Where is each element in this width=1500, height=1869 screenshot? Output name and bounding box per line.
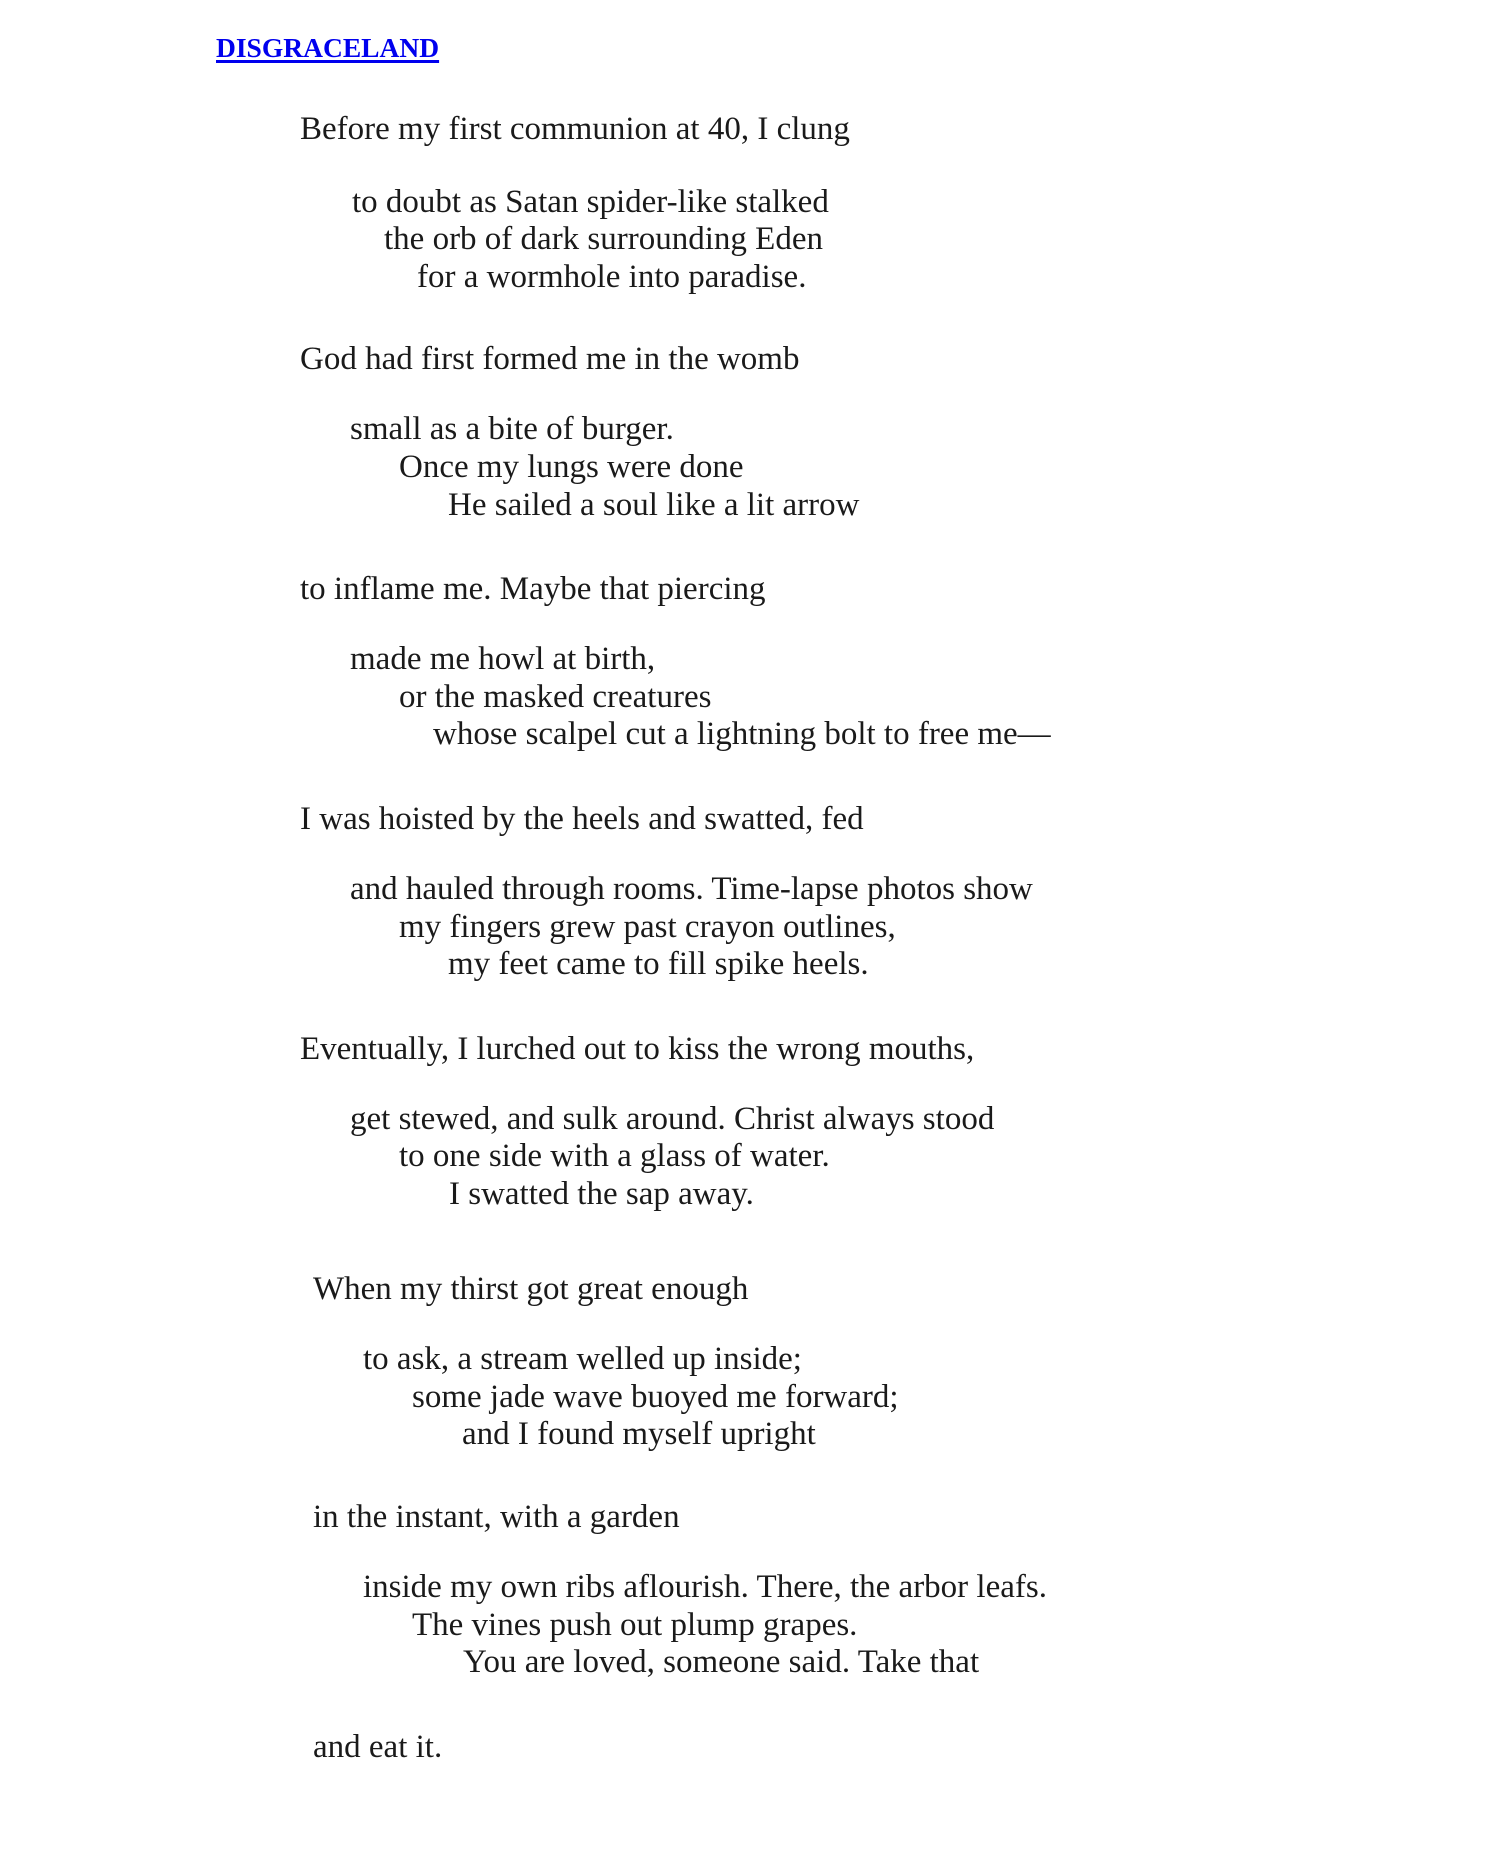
stanza-7-line-2: The vines push out plump grapes. (412, 1607, 858, 1643)
stanza-7-lead-line: in the instant, with a garden (313, 1499, 680, 1535)
stanza-6-line-3: and I found myself upright (462, 1416, 816, 1452)
stanza-4-line-2: my fingers grew past crayon outlines, (399, 909, 896, 945)
stanza-3-lead-line: to inflame me. Maybe that piercing (300, 571, 766, 607)
stanza-3-line-3: whose scalpel cut a lightning bolt to free me— (433, 716, 1051, 752)
stanza-5-line-1: get stewed, and sulk around. Christ always stood (350, 1101, 995, 1137)
stanza-1-line-3: for a wormhole into paradise. (417, 259, 807, 295)
stanza-5-line-2: to one side with a glass of water. (399, 1138, 830, 1174)
closing-line: and eat it. (313, 1729, 443, 1765)
stanza-3-line-1: made me howl at birth, (350, 641, 656, 677)
stanza-2-line-3: He sailed a soul like a lit arrow (448, 487, 860, 523)
stanza-7-line-3: You are loved, someone said. Take that (463, 1644, 980, 1680)
stanza-6-line-2: some jade wave buoyed me forward; (412, 1379, 899, 1415)
stanza-5-line-3: I swatted the sap away. (449, 1176, 754, 1212)
stanza-3-line-2: or the masked creatures (399, 679, 712, 715)
stanza-6-line-1: to ask, a stream welled up inside; (363, 1341, 802, 1377)
stanza-2-line-1: small as a bite of burger. (350, 411, 674, 447)
poem-title-link[interactable]: DISGRACELAND (216, 32, 440, 63)
stanza-2-line-2: Once my lungs were done (399, 449, 744, 485)
stanza-4-line-3: my feet came to fill spike heels. (448, 946, 869, 982)
stanza-2-lead-line: God had first formed me in the womb (300, 341, 800, 377)
stanza-5-lead-line: Eventually, I lurched out to kiss the wrong mouths, (300, 1031, 975, 1067)
stanza-4-line-1: and hauled through rooms. Time-lapse photos show (350, 871, 1033, 907)
stanza-6-lead-line: When my thirst got great enough (313, 1271, 749, 1307)
stanza-1-line-1: to doubt as Satan spider-like stalked (352, 184, 829, 220)
stanza-1-lead-line: Before my first communion at 40, I clung (300, 111, 850, 147)
stanza-1-line-2: the orb of dark surrounding Eden (384, 221, 823, 257)
stanza-7-line-1: inside my own ribs aflourish. There, the arbor leafs. (363, 1569, 1047, 1605)
stanza-4-lead-line: I was hoisted by the heels and swatted, fed (300, 801, 864, 837)
